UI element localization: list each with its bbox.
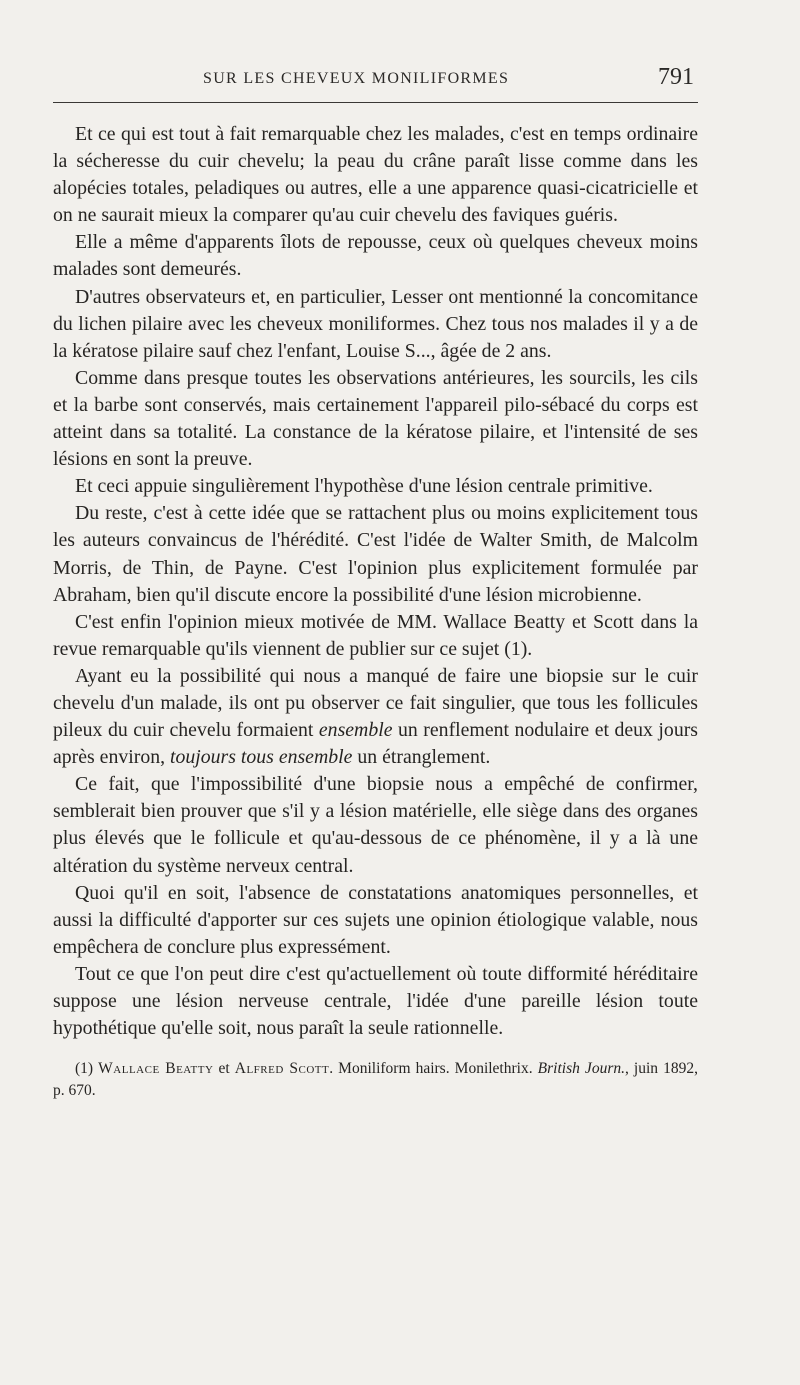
paragraph-nervous-system: Ce fait, que l'impossibilité d'une biopsie nous a empêché de confirmer, semblerait bien prouver que s'il y a lésion matérielle, elle siège dans des organes plus élevés que le follicule et qu'au-dessous de ce phénomène, il y a là une altération du système nerveux central. — [53, 773, 698, 877]
footnote — [53, 1058, 698, 1102]
paragraph-conclusion: Quoi qu'il en soit, l'absence de constatations anatomiques personnelles, et aussi la difficulté d'apporter sur ces sujets une opinion étiologique valable, nous empêchera de conclure plus expressément. — [53, 881, 698, 958]
biopsy-emphasis-2: toujours tous ensemble — [170, 746, 353, 769]
footnote-author-2: Alfred Scott — [234, 1060, 330, 1078]
page-number: 791 — [658, 64, 694, 90]
footnote-author-1: Wallace Beatty — [98, 1060, 214, 1078]
paragraph-regrowth: Elle a même d'apparents îlots de repousse, ceux où quelques cheveux moins malades sont demeurés. — [53, 231, 698, 281]
paragraph-lichen: D'autres observateurs et, en particulier, Lesser ont mentionné la concomitance du lichen pilaire avec les cheveux moniliformes. Chez tous nos malades il y a de la kératose pilaire sauf chez l'enfant, Louise S..., âgée de 2 ans. — [53, 285, 698, 362]
book-page — [53, 60, 698, 1118]
biopsy-text-1: Ayant eu la possibilité qui nous a manqué de faire une biopsie sur le cuir chevelu d'un malade, ils ont pu observer ce fait singulier, que tous les follicules pileux du cuir chevelu formaient — [53, 664, 698, 742]
footnote-marker: (1) — [75, 1060, 99, 1078]
footnote-title: . Moniliform hairs. Monilethrix. — [329, 1060, 538, 1078]
paragraph-hypothesis: Et ceci appuie singulièrement l'hypothèse d'une lésion centrale primitive. — [75, 475, 653, 498]
running-title: SUR LES CHEVEUX MONILIFORMES — [203, 70, 510, 87]
paragraph-beatty-scott: C'est enfin l'opinion mieux motivée de MM. Wallace Beatty et Scott dans la revue remarquable qu'ils viennent de publier sur ce sujet (1). — [53, 610, 698, 660]
paragraph-eyebrows: Comme dans presque toutes les observations antérieures, les sourcils, les cils et la barbe sont conservés, mais certainement l'appareil pilo-sébacé du corps est atteint dans sa totalité. La constance de la kératose pilaire, et l'intensité de ses lésions en sont la preuve. — [53, 366, 698, 471]
paragraph-heredity: Du reste, c'est à cette idée que se rattachent plus ou moins explicitement tous les auteurs convaincus de l'hérédité. C'est l'idée de Walter Smith, de Malcolm Morris, de Thin, de Payne. C'est l'opinion plus explicitement formulée par Abraham, bien qu'il discute encore la possibilité d'une lésion microbienne. — [53, 502, 698, 606]
page-header — [53, 60, 698, 103]
paragraph-dry-scalp: Et ce qui est tout à fait remarquable chez les malades, c'est en temps ordinaire la sécheresse du cuir chevelu; la peau du crâne paraît lisse comme dans les alopécies totales, peladiques ou autres, elle a une apparence quasi-cicatricielle et on ne saurait mieux la comparer qu'au cuir chevelu des faviques guéris. — [53, 123, 698, 227]
body-text — [53, 121, 698, 1042]
biopsy-emphasis-1: ensemble — [318, 719, 393, 742]
footnote-date: , juin 1892, p. 670. — [53, 1060, 698, 1100]
footnote-journal: British Journ. — [537, 1060, 625, 1078]
biopsy-text-2: un renflement nodulaire et deux jours après environ, — [53, 719, 698, 769]
paragraph-biopsy — [53, 663, 698, 771]
paragraph-final: Tout ce que l'on peut dire c'est qu'actuellement où toute difformité héréditaire suppose une lésion nerveuse centrale, l'idée d'une pareille lésion toute hypothétique qu'elle soit, nous paraît la seule rationnelle. — [53, 962, 698, 1040]
footnote-conjunction: et — [213, 1060, 235, 1078]
biopsy-text-3: un étranglement. — [352, 746, 491, 769]
